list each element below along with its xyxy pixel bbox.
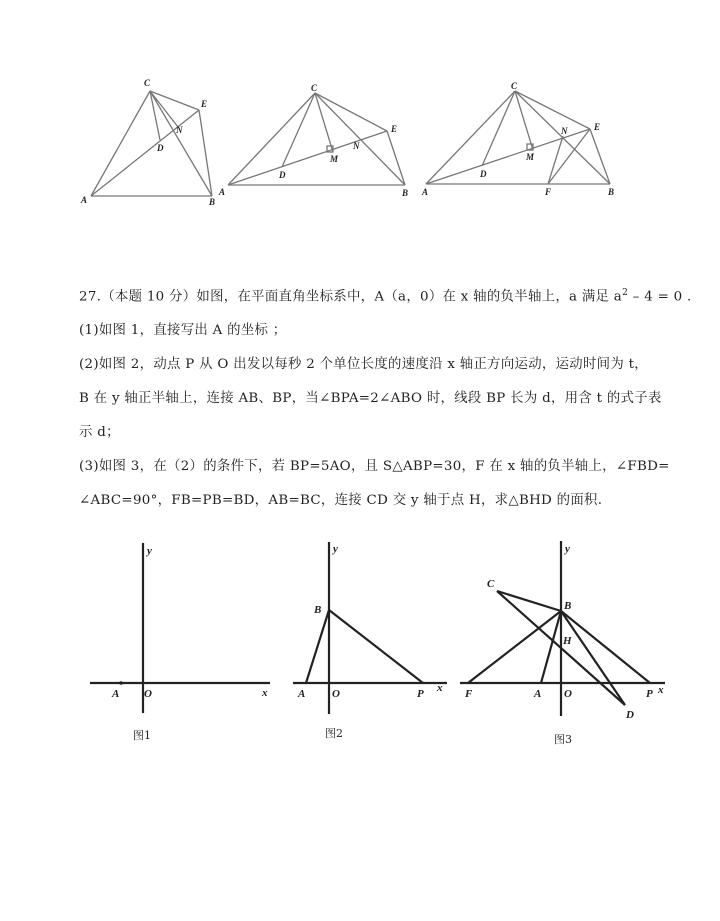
- label-a: A: [534, 688, 542, 700]
- label-d: D: [480, 169, 487, 179]
- label-p: P: [417, 688, 424, 700]
- label-f: F: [465, 688, 473, 700]
- label-o: O: [564, 688, 572, 700]
- x-axis-label: x: [262, 687, 268, 699]
- label-b: B: [314, 604, 322, 616]
- question-3-line-2: ∠ABC=90°，FB=PB=BD，AB=BC，连接 CD 交 y 轴于点 H，求△BHD 的面积.: [79, 493, 603, 509]
- label-c: C: [487, 578, 495, 590]
- label-n: N: [561, 126, 568, 136]
- y-axis-label: y: [333, 543, 338, 555]
- figure-2-caption: 图2: [325, 727, 343, 740]
- label-b: B: [608, 187, 615, 197]
- figure-3-caption: 图3: [554, 733, 572, 746]
- label-o: O: [332, 688, 340, 700]
- question-2-line-2: B 在 y 轴正半轴上，连接 AB、BP，当∠BPA=2∠ABO 时，线段 BP 长为 d，用含 t 的式子表: [79, 391, 662, 407]
- label-a: A: [422, 187, 429, 197]
- label-m: M: [526, 152, 535, 162]
- label-d: D: [279, 170, 286, 180]
- question-1: (1)如图 1，直接写出 A 的坐标 ；: [79, 323, 287, 339]
- problem-intro-text: 27.（本题 10 分）如图，在平面直角坐标系中，A（a，0）在 x 轴的负半轴上，a 满足 a: [79, 289, 623, 305]
- question-3-line-1: (3)如图 3，在（2）的条件下，若 BP=5AO，且 S△ABP=30，F 在 x 轴的负半轴上，∠FBD=: [79, 459, 670, 475]
- question-2-line-1: (2)如图 2，动点 P 从 O 出发以每秒 2 个单位长度的速度沿 x 轴正方向运动，运动时间为 t，: [79, 357, 648, 373]
- label-a: A: [298, 688, 306, 700]
- label-e: E: [594, 122, 601, 132]
- label-c: C: [511, 81, 518, 91]
- label-a: A: [219, 187, 226, 197]
- label-c: C: [311, 83, 318, 93]
- label-a: A: [112, 688, 120, 700]
- exponent: 2: [622, 288, 629, 298]
- segment-bp: [561, 611, 650, 683]
- x-axis-label: x: [437, 682, 443, 694]
- label-f: F: [545, 187, 552, 197]
- y-axis-label: y: [565, 543, 570, 555]
- question-2-line-3: 示 d；: [79, 425, 120, 441]
- segment-fb: [468, 611, 561, 683]
- label-m: M: [330, 154, 339, 164]
- label-h: H: [563, 635, 572, 647]
- label-n: N: [353, 141, 360, 151]
- y-axis-label: y: [147, 545, 152, 557]
- label-b: B: [564, 600, 572, 612]
- label-n: N: [176, 125, 183, 135]
- label-e: E: [391, 124, 398, 134]
- label-p: P: [646, 688, 653, 700]
- label-d: D: [157, 143, 164, 153]
- label-b: B: [209, 197, 216, 207]
- label-b: B: [402, 188, 409, 198]
- x-axis-label: x: [658, 684, 664, 696]
- label-e: E: [201, 99, 208, 109]
- label-c: C: [144, 78, 151, 88]
- segment-ab: [541, 611, 561, 683]
- figure-1-caption: 图1: [133, 729, 151, 742]
- problem-intro-tail: – 4 = 0 .: [628, 289, 692, 305]
- label-a: A: [81, 195, 88, 205]
- label-d: D: [626, 709, 634, 721]
- label-o: O: [144, 688, 152, 700]
